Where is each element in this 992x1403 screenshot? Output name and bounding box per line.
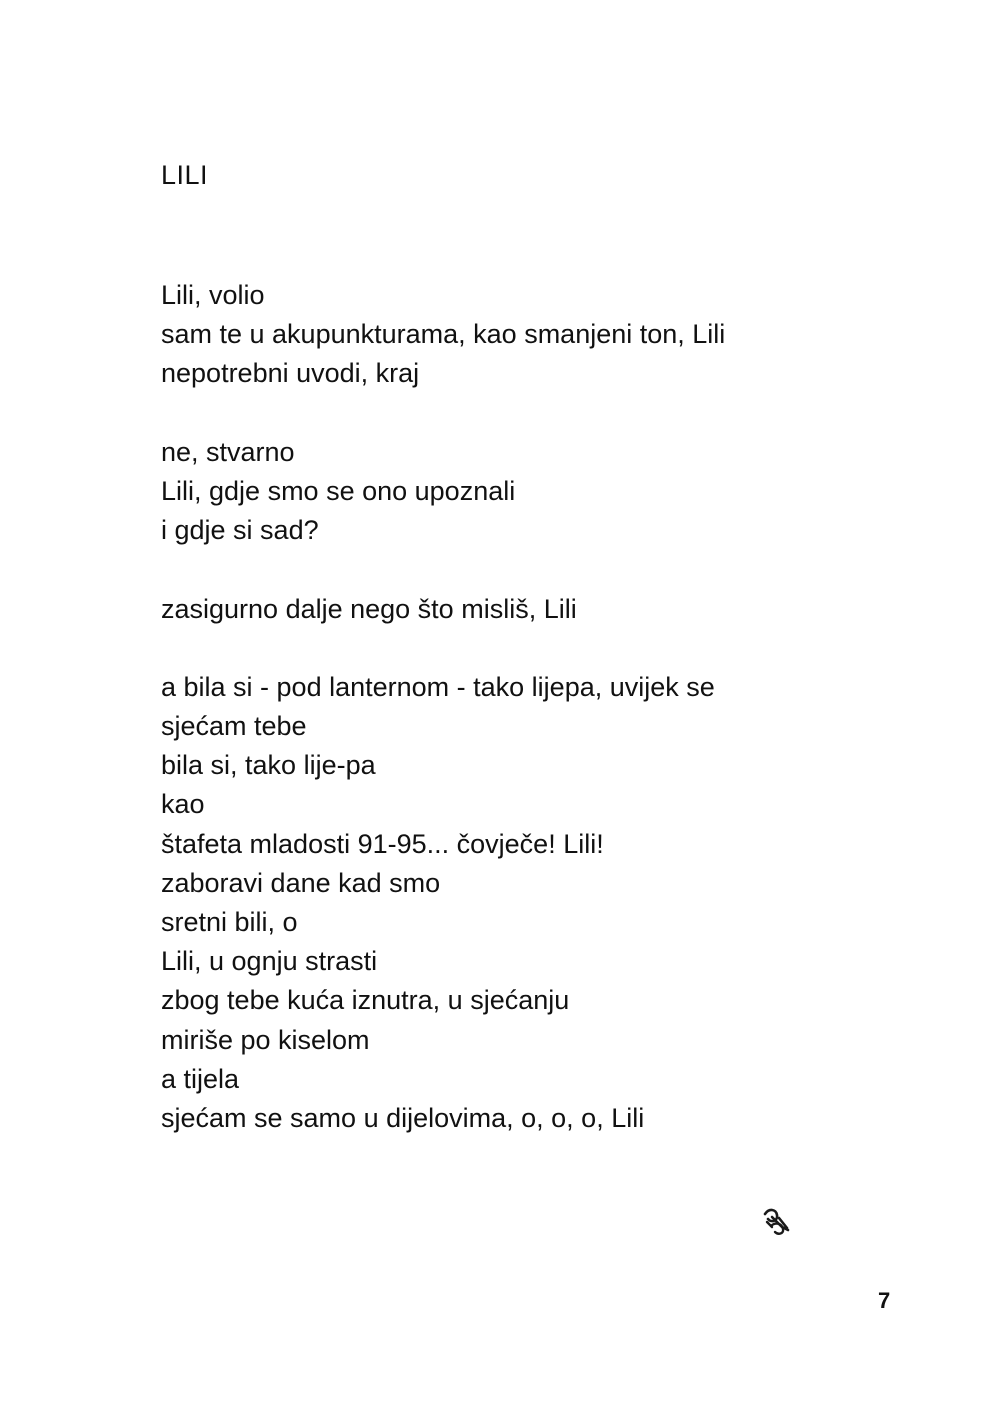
poem-body (161, 276, 861, 1138)
poem-line: Lili, volio (161, 280, 265, 310)
poem-line: štafeta mladosti 91-95... čovječe! Lili! (161, 828, 604, 859)
poem-line: sjećam tebe (161, 711, 307, 742)
poem-line: a bila si - pod lanternom - tako lijepa, uvijek se (161, 671, 715, 702)
poem-line: Lili, u ognju strasti (161, 946, 378, 977)
hand-drawn-ornament-icon (760, 1204, 794, 1238)
poem-title: LILI (161, 160, 209, 190)
poem-line: miriše po kiselom (161, 1024, 370, 1055)
poem-line: ne, stvarno (161, 436, 295, 467)
poem-line: sam te u akupunkturama, kao smanjeni ton, Lili (161, 319, 726, 350)
poem-line: zaboravi dane kad smo (161, 867, 441, 898)
poem-line: zasigurno dalje nego što misliš, Lili (161, 593, 577, 624)
poem-line: a tijela (161, 1063, 240, 1094)
poem-line: sjećam se samo u dijelovima, o, o, o, Lili (161, 1102, 645, 1133)
poem-line: Lili, gdje smo se ono upoznali (161, 475, 516, 506)
poem-line: kao (161, 789, 205, 820)
stanza-break (161, 394, 861, 433)
poem-line: bila si, tako lije-pa (161, 750, 376, 781)
poem-line: i gdje si sad? (161, 515, 319, 546)
poem-line: nepotrebni uvodi, kraj (161, 358, 420, 389)
stanza-break (161, 629, 861, 668)
stanza-break (161, 550, 861, 589)
page-number: 7 (878, 1288, 891, 1313)
poem-line: sretni bili, o (161, 907, 298, 937)
poem-line: zbog tebe kuća iznutra, u sjećanju (161, 985, 570, 1016)
